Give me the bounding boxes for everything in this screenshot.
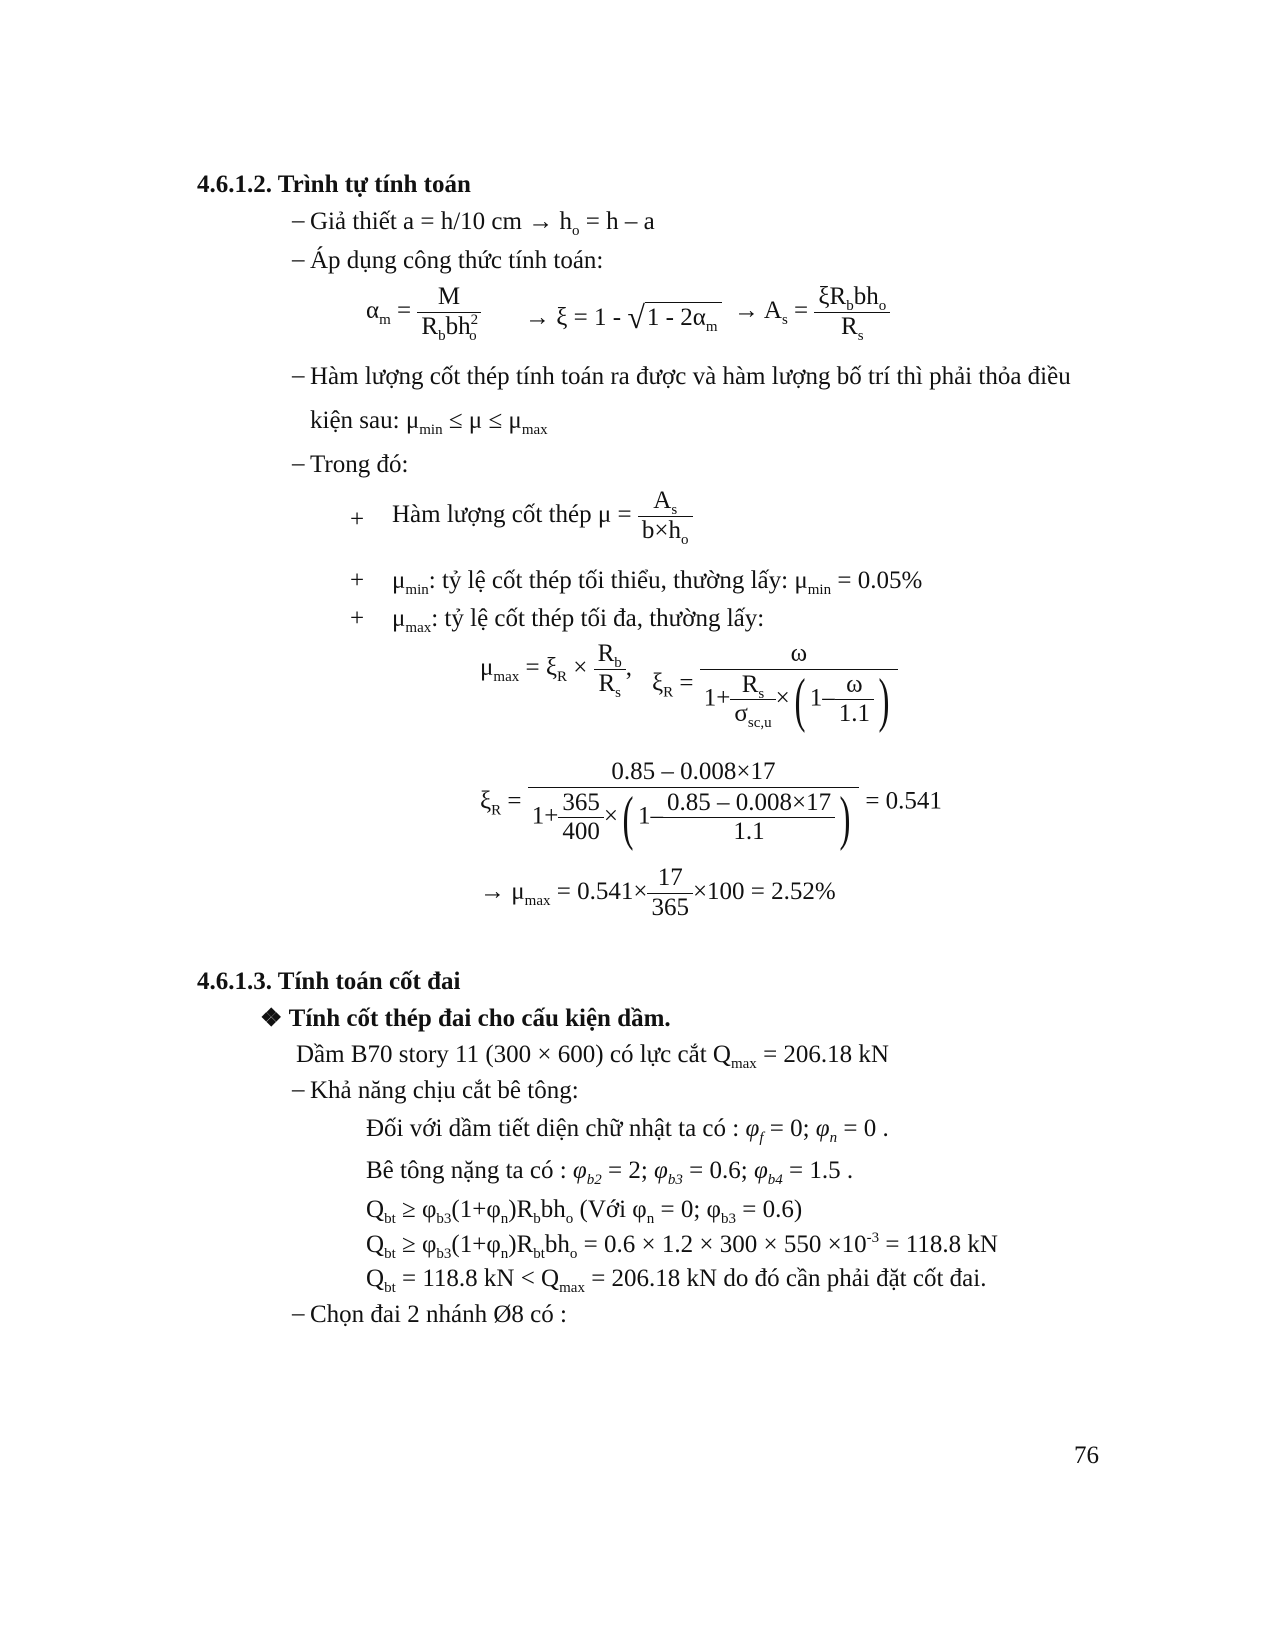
plus-bullet: + — [350, 605, 365, 632]
mu-ratio-line: Hàm lượng cốt thép μ = $\frac{A_s}{b\times h_o}$ — [392, 487, 693, 546]
apply-formula-line: Áp dụng công thức tính toán: — [310, 247, 604, 274]
concrete-shear-line: Khả năng chịu cắt bê tông: — [310, 1077, 579, 1104]
assumption-line: Giả thiết a = h/10 cm → $h_o = h - a$ — [310, 208, 655, 239]
formula-mu-max-general: $\mu_{max} = \xi_R$ × $\frac{R_b}{R_s}$ , — [480, 640, 633, 701]
formula-xi-R-numeric: $\xi_R$ = 0.85 – 0.008×17 1+ $\frac{365}{400}$ ×( 1– $\frac{0.85 - 0.008\times 17}{1.1}$ ) = 0.541 — [480, 758, 942, 851]
heavy-concrete-line: Bê tông nặng ta có : $\varphi_{b2} = 2$; $\varphi_{b3} = 0.6$; $\varphi_{b4} = 1.5$ . — [366, 1157, 854, 1188]
rect-section-line: Đối với dầm tiết diện chữ nhật ta có : $\varphi_f = 0$; $\varphi_n = 0$ . — [366, 1115, 889, 1146]
formula-xi: → $\xi = 1 - √1 - 2\alpha_m$ — [525, 298, 722, 336]
mu-min-line: $\mu_{min}$: tỷ lệ cốt thép tối thiểu, thường lấy: $\mu_{min} = 0.05\%$ — [392, 567, 923, 598]
formula-alpha-m: $\alpha_m$ = $\frac{M}{R_bbh^2_o}$ — [366, 283, 481, 342]
formula-mu-max-numeric: → $\mu_{max} = 0.541\times$ $\frac{17}{365}$ ×100 = 2.52% — [480, 864, 836, 921]
beam-shear-line: Dầm B70 story 11 (300 × 600) có lực cắt $Q_{max} = 206.18$ kN — [296, 1041, 889, 1072]
dash-bullet: – — [292, 246, 305, 273]
section-heading-4613: 4.6.1.3. Tính toán cốt đai — [197, 968, 461, 995]
content-condition-line1: Hàm lượng cốt thép tính toán ra được và hàm lượng bố trí thì phải thỏa điều — [310, 363, 1071, 390]
dash-bullet: – — [292, 362, 305, 389]
dash-bullet: – — [292, 450, 305, 477]
dash-bullet: – — [292, 1300, 305, 1327]
qbt-compare-line: $Q_{bt} = 118.8$ kN < $Q_{max} = 206.18$ kN do đó cần phải đặt cốt đai. — [366, 1265, 987, 1296]
formula-xi-R-general: $\xi_R$ = ω 1+ $\frac{R_s}{\sigma_{sc,u}}$ ×( 1– $\frac{\omega}{1.1}$ ) — [652, 640, 898, 730]
plus-bullet: + — [350, 506, 365, 533]
plus-bullet: + — [350, 567, 365, 594]
dash-bullet: – — [292, 1076, 305, 1103]
diamond-bullet-icon: ❖ — [260, 1005, 283, 1032]
content-condition-line2: kiện sau: $\mu_{min} \le \mu \le \mu_{max}$ — [310, 407, 548, 438]
formula-As: → $A_s$ = $\frac{\xi R_bbh_o}{R_s}$ — [734, 283, 890, 342]
qbt-calc-line: $Q_{bt} \ge \varphi_{b3}(1+\varphi_n)R_{bt}bh_o = 0.6 \times 1.2 \times 300 \times 550 \times 10^{-3} = 118.8$ kN — [366, 1230, 998, 1262]
qbt-condition-line: $Q_{bt} \ge \varphi_{b3}(1+\varphi_n)R_bbh_o$ (Với $\varphi_n = 0$; $\varphi_{b3} = 0.6$) — [366, 1196, 803, 1227]
dash-bullet: – — [292, 207, 305, 234]
page-number: 76 — [1074, 1442, 1099, 1469]
where-line: Trong đó: — [310, 451, 409, 478]
mu-max-line: $\mu_{max}$: tỷ lệ cốt thép tối đa, thường lấy: — [392, 605, 765, 636]
choose-stirrup-line: Chọn đai 2 nhánh Ø8 có : — [310, 1301, 567, 1328]
stirrup-subheading: ❖ Tính cốt thép đai cho cấu kiện dầm. — [260, 1005, 671, 1032]
section-heading-4612: 4.6.1.2. Trình tự tính toán — [197, 171, 471, 198]
